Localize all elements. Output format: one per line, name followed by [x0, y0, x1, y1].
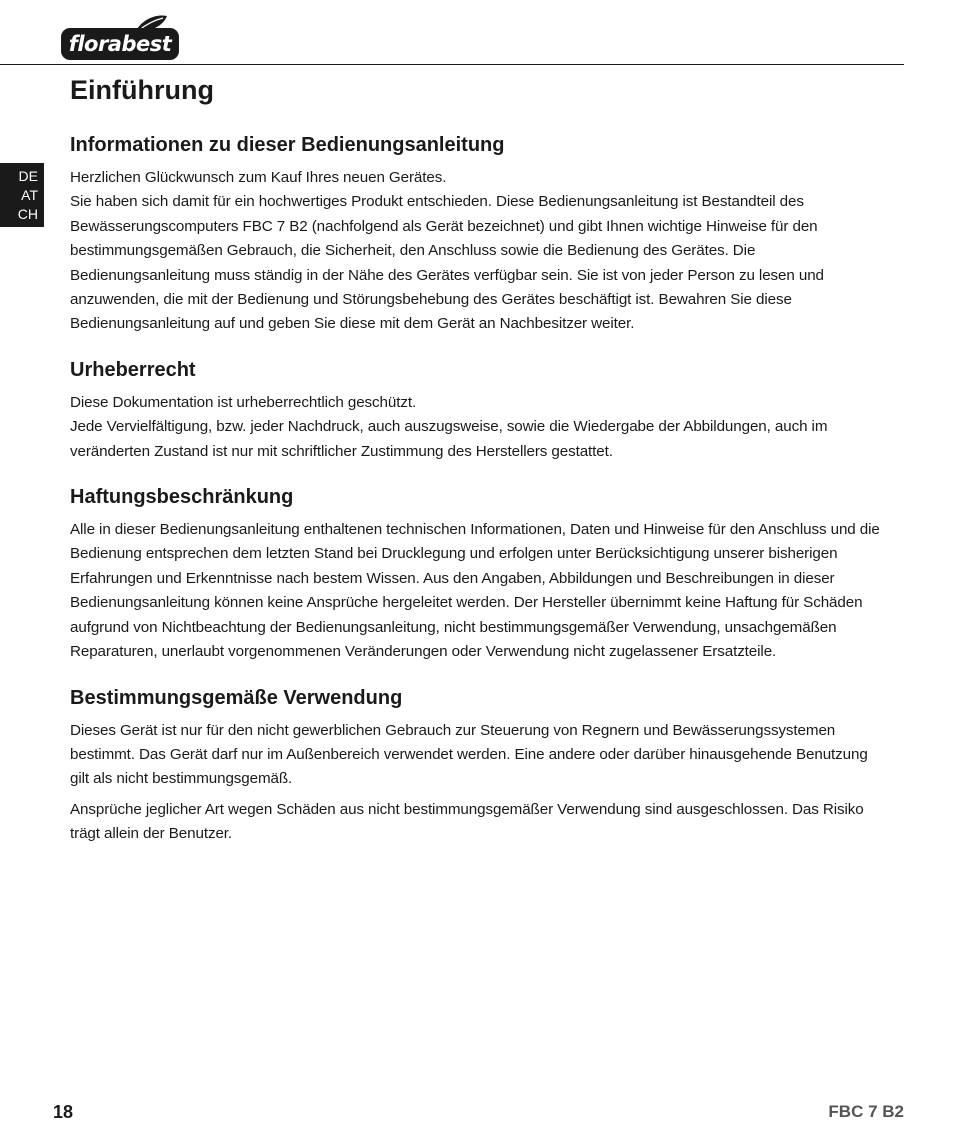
section-liability — [70, 484, 885, 664]
section-heading: Bestimmungsgemäße Verwendung — [70, 686, 403, 709]
lang-code-at: AT — [21, 186, 38, 203]
section-manual-info — [70, 132, 885, 337]
model-label: FBC 7 B2 — [828, 1102, 904, 1121]
page-number: 18 — [53, 1102, 74, 1122]
section-heading: Haftungsbeschränkung — [70, 486, 294, 509]
header-divider — [0, 64, 904, 65]
paragraph: Sie haben sich damit für ein hochwertiges Produkt entschieden. Diese Bedienungsanleitung ist Bestandteil des Bewässerungscomputers FBC 7 B2 (nachfolgend als Gerät bezeichnet) und gibt Ihnen wichtige Hinweise für den bestimmungsgemäßen Gebrauch, die Sicherheit, den Anschluss sowie die Bedienung des Gerätes. Die Bedienungsanleitung muss ständig in der Nähe des Gerätes verfügbar sein. Sie ist von jeder Person zu lesen und anzuwenden, die mit der Bedienung und Störungsbehebung des Gerätes beschäftigt ist. Bewahren Sie diese Bedienungsanleitung auf und geben Sie diese mit dem Gerät an Nachbesitzer weiter. — [70, 193, 824, 333]
section-heading: Informationen zu dieser Bedienungsanleitung — [70, 134, 505, 156]
lang-code-ch: CH — [17, 205, 38, 222]
paragraph: Diese Dokumentation ist urheberrechtlich geschützt. — [70, 393, 417, 411]
paragraph: Jede Vervielfältigung, bzw. jeder Nachdruck, auch auszugsweise, sowie die Wiedergabe der Abbildungen, auch im veränderten Zustand ist nur mit schriftlicher Zustimmung des Herstellers gestattet. — [70, 418, 828, 460]
paragraph: Dieses Gerät ist nur für den nicht gewerblichen Gebrauch zur Steuerung von Regnern und Bewässerungssystemen bestimmt. Das Gerät darf nur im Außenbereich verwendet werden. Eine andere oder darüber hinausgehende Benutzung gilt als nicht bestimmungsgemäß. — [70, 721, 868, 788]
section-copyright — [70, 357, 885, 464]
brand-logo — [61, 14, 179, 60]
section-heading: Urheberrecht — [70, 358, 196, 381]
section-intended-use — [70, 685, 885, 847]
paragraph: Alle in dieser Bedienungsanleitung enthaltenen technischen Informationen, Daten und Hinweise für den Anschluss und die Bedienung entsprechen dem letzten Stand bei Drucklegung und erfolgen unter Berücksichtigung unserer bisherigen Erfahrungen und Erkenntnisse nach bestem Wissen. Aus den Angaben, Abbildungen und Beschreibungen in dieser Bedienungsanleitung können keine Ansprüche hergeleitet werden. Der Hersteller übernimmt keine Haftung für Schäden aufgrund von Nichtbeachtung der Bedienungsanleitung, nicht bestimmungsgemäßer Verwendung, unsachgemäßen Reparaturen, unerlaubt vorgenommenen Veränderungen oder Verwendung nicht zugelassener Ersatzteile. — [70, 521, 880, 661]
logo-text: florabest — [68, 32, 172, 56]
logo-badge — [61, 28, 179, 60]
paragraph: Ansprüche jeglicher Art wegen Schäden aus nicht bestimmungsgemäßer Verwendung sind ausgeschlossen. Das Risiko trägt allein der Benutzer. — [70, 800, 864, 843]
lang-code-de: DE — [18, 167, 38, 184]
page-title: Einführung — [70, 75, 214, 105]
paragraph: Herzlichen Glückwunsch zum Kauf Ihres neuen Gerätes. — [70, 169, 447, 186]
language-tab — [0, 163, 44, 227]
main-content — [70, 72, 885, 867]
